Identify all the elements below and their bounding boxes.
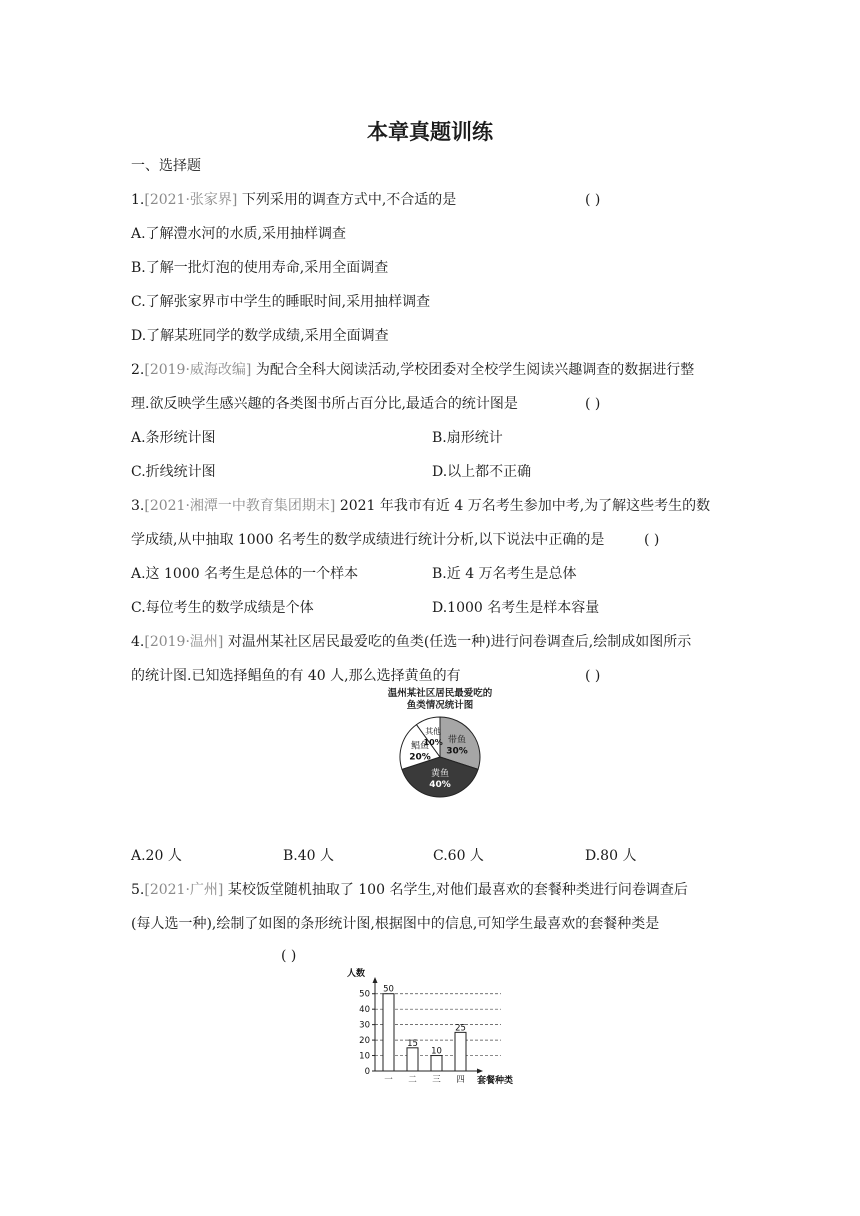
question-2-stem bbox=[131, 361, 694, 379]
question-4-stem bbox=[131, 633, 691, 651]
answer-bracket: ( ) bbox=[585, 192, 601, 208]
question-5-stem bbox=[131, 881, 688, 899]
question-text: 为配合全科大阅读活动,学校团委对全校学生阅读兴趣调查的数据进行整 bbox=[251, 362, 695, 378]
bar-2 bbox=[407, 1048, 418, 1071]
question-text: 对温州某社区居民最爱吃的鱼类(任选一种)进行问卷调查后,绘制成如图所示 bbox=[223, 634, 692, 650]
question-2-option-a: A.条形统计图 bbox=[131, 430, 216, 446]
question-number: 5. bbox=[131, 882, 145, 898]
question-source: [2019·威海改编] bbox=[144, 362, 252, 378]
question-source: [2021·湘潭一中教育集团期末] bbox=[144, 498, 336, 514]
question-1-option-a: A.了解澧水河的水质,采用抽样调查 bbox=[131, 226, 347, 242]
pie-slice-percent: 20% bbox=[409, 752, 431, 763]
question-source: [2019·温州] bbox=[144, 634, 224, 650]
page-title: 本章真题训练 bbox=[367, 120, 493, 144]
question-1-option-b: B.了解一批灯泡的使用寿命,采用全面调查 bbox=[131, 260, 389, 276]
answer-bracket: ( ) bbox=[585, 668, 601, 684]
y-tick-label: 20 bbox=[359, 1036, 370, 1047]
x-axis-label: 套餐种类 bbox=[476, 1076, 514, 1086]
answer-bracket: ( ) bbox=[585, 396, 601, 412]
x-tick-label: 四 bbox=[456, 1075, 465, 1085]
question-text: 某校饭堂随机抽取了 100 名学生,对他们最喜欢的套餐种类进行问卷调查后 bbox=[223, 882, 688, 898]
bar-value-label: 50 bbox=[383, 984, 394, 995]
question-3-stem-line-2: 学成绩,从中抽取 1000 名考生的数学成绩进行统计分析,以下说法中正确的是 bbox=[131, 532, 605, 548]
question-number: 2. bbox=[131, 362, 145, 378]
x-tick-label: 二 bbox=[408, 1075, 417, 1085]
x-tick-label: 三 bbox=[432, 1075, 441, 1085]
y-tick-label: 40 bbox=[359, 1005, 370, 1016]
y-tick-label: 10 bbox=[359, 1051, 370, 1062]
y-tick-label: 50 bbox=[359, 989, 370, 1000]
y-axis-label: 人数 bbox=[347, 969, 366, 979]
pie-slice-name: 黄鱼 bbox=[430, 769, 450, 779]
pie-slice-percent: 10% bbox=[423, 738, 443, 748]
y-tick-label: 0 bbox=[364, 1067, 370, 1077]
x-axis-arrow bbox=[477, 1069, 483, 1074]
question-2-stem-line-2: 理.欲反映学生感兴趣的各类图书所占百分比,最适合的统计图是 bbox=[131, 396, 518, 412]
pie-slice-percent: 30% bbox=[446, 746, 468, 757]
question-2-option-d: D.以上都不正确 bbox=[432, 464, 532, 480]
answer-bracket: ( ) bbox=[644, 532, 660, 548]
bar-4 bbox=[455, 1032, 466, 1071]
question-4-option-c: C.60 人 bbox=[433, 848, 484, 864]
question-number: 3. bbox=[131, 498, 145, 514]
question-1-option-c: C.了解张家界市中学生的睡眠时间,采用抽样调查 bbox=[131, 294, 431, 310]
bar-1 bbox=[383, 994, 394, 1071]
question-3-option-d: D.1000 名考生是样本容量 bbox=[432, 600, 600, 616]
question-source: [2021·广州] bbox=[144, 882, 224, 898]
question-2-option-c: C.折线统计图 bbox=[131, 464, 216, 480]
bar-3 bbox=[431, 1056, 442, 1071]
bar-chart bbox=[345, 965, 520, 1090]
bar-value-label: 10 bbox=[431, 1046, 442, 1057]
y-tick-label: 30 bbox=[359, 1020, 370, 1031]
question-source: [2021·张家界] bbox=[144, 192, 238, 208]
question-3-option-b: B.近 4 万名考生是总体 bbox=[432, 566, 577, 582]
question-5-stem-line-2: (每人选一种),绘制了如图的条形统计图,根据图中的信息,可知学生最喜欢的套餐种类是 bbox=[131, 916, 660, 932]
y-axis-arrow bbox=[373, 977, 378, 983]
question-number: 1. bbox=[131, 192, 145, 208]
question-4-option-a: A.20 人 bbox=[131, 848, 182, 864]
question-4-stem-line-2: 的统计图.已知选择鲳鱼的有 40 人,那么选择黄鱼的有 bbox=[131, 668, 461, 684]
question-3-option-c: C.每位考生的数学成绩是个体 bbox=[131, 600, 314, 616]
question-number: 4. bbox=[131, 634, 145, 650]
question-3-stem bbox=[131, 497, 710, 515]
pie-slice-name: 带鱼 bbox=[447, 735, 466, 746]
pie-title: 温州某社区居民最爱吃的 bbox=[387, 688, 493, 699]
section-heading: 一、选择题 bbox=[131, 158, 201, 174]
question-4-option-d: D.80 人 bbox=[585, 848, 637, 864]
question-3-option-a: A.这 1000 名考生是总体的一个样本 bbox=[131, 566, 359, 582]
question-1-option-d: D.了解某班同学的数学成绩,采用全面调查 bbox=[131, 328, 389, 344]
x-tick-label: 一 bbox=[384, 1075, 393, 1085]
pie-title: 鱼类情况统计图 bbox=[406, 700, 474, 711]
answer-bracket: ( ) bbox=[281, 948, 297, 964]
bar-value-label: 15 bbox=[407, 1038, 418, 1049]
bar-value-label: 25 bbox=[455, 1023, 466, 1034]
question-2-option-b: B.扇形统计 bbox=[432, 430, 503, 446]
question-1-stem bbox=[131, 191, 456, 209]
question-4-option-b: B.40 人 bbox=[283, 848, 335, 864]
pie-slice-percent: 40% bbox=[429, 780, 451, 790]
pie-slice-name: 其他 bbox=[425, 727, 442, 737]
question-text: 2021 年我市有近 4 万名考生参加中考,为了解这些考生的数 bbox=[335, 498, 711, 514]
question-text: 下列采用的调查方式中,不合适的是 bbox=[237, 192, 457, 208]
pie-slice-name: 鲳鱼 bbox=[411, 741, 430, 752]
pie-chart bbox=[350, 685, 530, 805]
